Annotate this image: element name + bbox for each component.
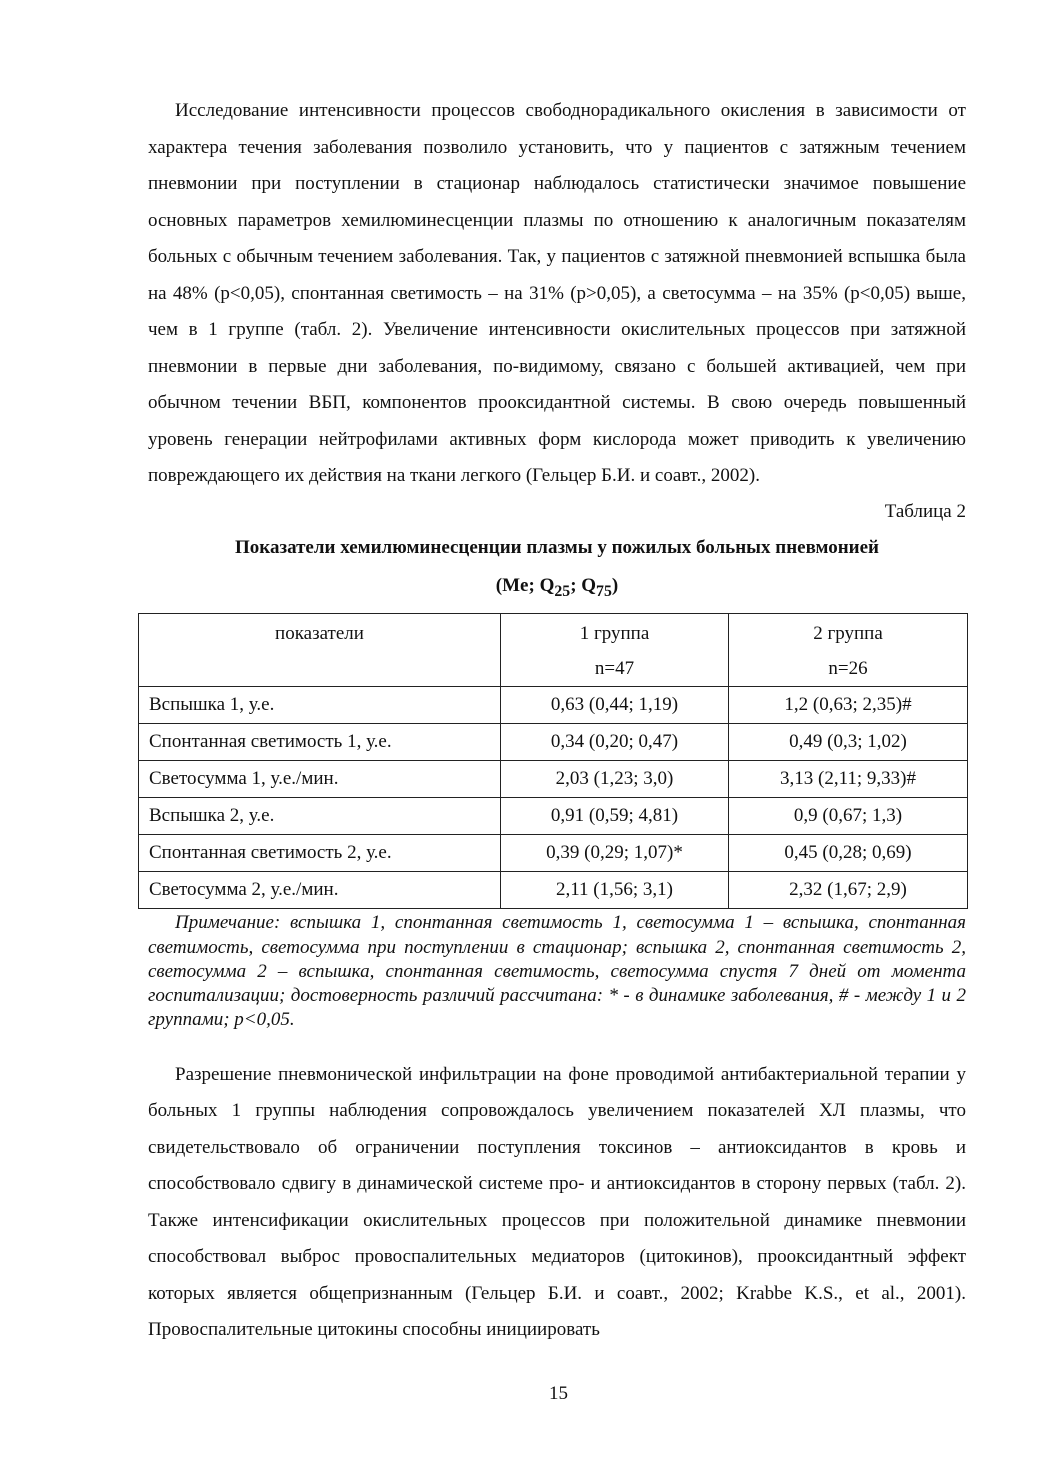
subtitle-prefix: (Me; Q xyxy=(495,574,555,596)
row-group-1-value: 2,11 (1,56; 3,1) xyxy=(501,872,729,909)
table-row xyxy=(139,724,968,761)
table-title: Показатели хемилюминесценции плазмы у пожилых больных пневмонией xyxy=(235,536,879,558)
subtitle-sub-2: 75 xyxy=(596,582,612,600)
row-label: Спонтанная светимость 1, у.е. xyxy=(139,724,501,761)
page-body xyxy=(148,93,966,1349)
header-group-2-line2: n=26 xyxy=(828,658,868,680)
table-note: Примечание: вспышка 1, спонтанная светимость 1, светосумма 1 – вспышка, спонтанная светимость, светосумма при поступлении в стационар; вспышка 2, спонтанная светимость 2, светосумма 2 – вспышка, спонтанная светимость, светосумма спустя 7 дней от момента госпитализации; достоверность различий рассчитана: * - в динамике заболевания, # - между 1 и 2 группами; p<0,05. xyxy=(148,912,966,1031)
row-group-2-value: 0,45 (0,28; 0,69) xyxy=(729,835,968,872)
row-group-2-value: 0,9 (0,67; 1,3) xyxy=(729,798,968,835)
row-group-2-value: 2,32 (1,67; 2,9) xyxy=(729,872,968,909)
row-group-2-value: 0,49 (0,3; 1,02) xyxy=(729,724,968,761)
page-number: 15 xyxy=(549,1383,568,1404)
header-indicators xyxy=(139,614,501,687)
row-group-1-value: 0,34 (0,20; 0,47) xyxy=(501,724,729,761)
row-label: Вспышка 1, у.е. xyxy=(139,687,501,724)
header-group-1 xyxy=(501,614,729,687)
row-label: Спонтанная светимость 2, у.е. xyxy=(139,835,501,872)
header-group-1-line1: 1 группа xyxy=(579,623,650,645)
table-subtitle xyxy=(148,567,966,611)
table-row xyxy=(139,872,968,909)
subtitle-suffix: ) xyxy=(611,574,619,596)
row-group-2-value: 1,2 (0,63; 2,35)# xyxy=(729,687,968,724)
results-table xyxy=(138,613,968,909)
header-indicators-line1: показатели xyxy=(275,623,364,645)
paragraph-1: Исследование интенсивности процессов свободнорадикального окисления в зависимости от характера течения заболевания позволило установить, что у пациентов с затяжным течением пневмонии при поступлении в стационар наблюдалось статистически значимое повышение основных параметров хемилюминесценции плазмы по отношению к аналогичным показателям больных с обычным течением заболевания. Так, у пациентов с затяжной пневмонией вспышка была на 48% (p<0,05), спонтанная светимость – на 31% (p>0,05), а светосумма – на 35% (p<0,05) выше, чем в 1 группе (табл. 2). Увеличение интенсивности окислительных процессов при затяжной пневмонии в первые дни заболевания, по-видимому, связано с большей активацией, чем при обычном течении ВБП, компонентов прооксидантной системы. В свою очередь повышенный уровень генерации нейтрофилами активных форм кислорода может приводить к увеличению повреждающего их действия на ткани легкого (Гельцер Б.И. и соавт., 2002). xyxy=(148,100,966,486)
row-label: Светосумма 1, у.е./мин. xyxy=(139,761,501,798)
row-group-1-value: 0,91 (0,59; 4,81) xyxy=(501,798,729,835)
row-group-1-value: 2,03 (1,23; 3,0) xyxy=(501,761,729,798)
table-header-row xyxy=(139,614,968,687)
paragraph-2: Разрешение пневмонической инфильтрации на фоне проводимой антибактериальной терапии у больных 1 группы наблюдения сопровождалось увеличением показателей ХЛ плазмы, что свидетельствовало об ограничении поступления токсинов – антиоксидантов в кровь и способствовало сдвигу в динамической системе про- и антиоксидантов в сторону первых (табл. 2). Также интенсификации окислительных процессов при положительной динамике пневмонии способствовал выброс провоспалительных медиаторов (цитокинов), прооксидантный эффект которых является общепризнанным (Гельцер Б.И. и соавт., 2002; Krabbe K.S., et al., 2001). Провоспалительные цитокины способны инициировать xyxy=(148,1063,966,1341)
row-label: Светосумма 2, у.е./мин. xyxy=(139,872,501,909)
table-row xyxy=(139,835,968,872)
row-group-1-value: 0,39 (0,29; 1,07)* xyxy=(501,835,729,872)
header-group-2 xyxy=(729,614,968,687)
row-group-2-value: 3,13 (2,11; 9,33)# xyxy=(729,761,968,798)
header-group-1-line2: n=47 xyxy=(594,658,635,680)
subtitle-sub-1: 25 xyxy=(554,582,571,600)
spacer xyxy=(148,1033,966,1057)
header-group-2-line1: 2 группа xyxy=(813,623,883,645)
table-label: Таблица 2 xyxy=(884,500,966,522)
row-label: Вспышка 2, у.е. xyxy=(139,798,501,835)
table-row xyxy=(139,798,968,835)
subtitle-mid: ; Q xyxy=(570,574,597,596)
table-row xyxy=(139,687,968,724)
table-row xyxy=(139,761,968,798)
row-group-1-value: 0,63 (0,44; 1,19) xyxy=(501,687,729,724)
